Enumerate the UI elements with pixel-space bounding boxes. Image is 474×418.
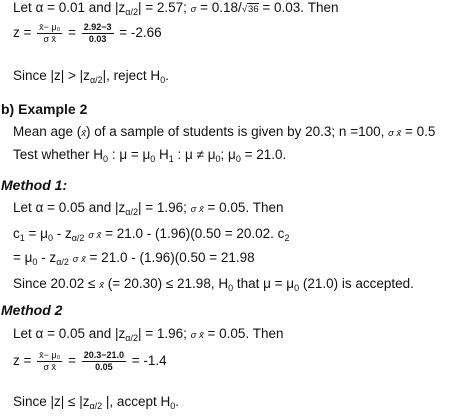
text: = 0.05. Then	[203, 200, 284, 215]
fraction-denominator: 0.05	[95, 362, 113, 372]
line-test-whether	[13, 147, 286, 164]
line-accept	[13, 394, 179, 411]
subscript: 1	[19, 233, 25, 243]
text: Test whether H	[13, 147, 104, 162]
text: .	[175, 394, 179, 409]
text: |, accept H	[102, 394, 171, 409]
text: = 0.03. Then	[258, 0, 339, 15]
heading-method-1: Method 1:	[1, 177, 68, 193]
text: = -1.4	[128, 353, 167, 369]
text: H	[155, 147, 169, 162]
sigma-symbol: σ x̄	[190, 330, 204, 341]
fraction-denominator: σ x̄	[43, 362, 57, 372]
sigma-symbol: σ x̄	[72, 254, 86, 265]
line-accepted	[13, 276, 414, 293]
text: c	[13, 226, 20, 241]
fraction-numerator: 20.3−21.0	[83, 350, 125, 360]
text: Since |z| > |z	[13, 68, 90, 83]
text: = 0.18/	[196, 0, 242, 15]
text: = 21.0 - (1.96)(0.50 = 20.02. c	[101, 226, 285, 241]
text: (= 20.30) ≤ 21.98, H	[103, 276, 229, 291]
text: = 0.5	[401, 124, 436, 139]
text: ) of a sample of students is given by 20.3; n =100,	[86, 124, 389, 139]
line-alpha-005-m1	[13, 200, 283, 217]
value-fraction	[82, 22, 114, 45]
text: - z	[52, 226, 72, 241]
text: z =	[13, 353, 36, 369]
z-fraction	[37, 350, 62, 373]
text: z =	[13, 25, 36, 41]
text: | = 1.96;	[137, 200, 191, 215]
text: |, reject H	[102, 68, 161, 83]
text: | = 1.96;	[137, 326, 191, 341]
z-fraction	[37, 22, 62, 45]
heading-method-2: Method 2	[1, 302, 63, 318]
subscript: 0	[235, 154, 241, 164]
subscript: 0	[150, 154, 156, 164]
heading-example-2: b) Example 2	[1, 101, 88, 117]
subscript: α/2	[125, 333, 138, 343]
text: =	[64, 25, 80, 41]
line-c1	[13, 226, 289, 243]
fraction-denominator: σ x̄	[43, 34, 57, 44]
subscript: 1	[168, 154, 174, 164]
line-c2	[13, 250, 255, 267]
subscript: 0	[228, 283, 234, 293]
sigma-symbol: σ x̄	[388, 128, 402, 139]
sigma-symbol: σ	[190, 4, 197, 15]
subscript: 0	[170, 401, 176, 411]
sqrt-sign: √	[241, 4, 248, 15]
radicand: 36	[248, 4, 259, 15]
subscript: α/2	[89, 75, 103, 85]
text: = 21.0.	[240, 147, 287, 162]
subscript: 0	[103, 154, 109, 164]
text: | = 2.57;	[137, 0, 191, 15]
text: Since 20.02 ≤	[13, 276, 100, 291]
subscript: α/2	[125, 7, 138, 17]
text: Let α = 0.05 and |z	[13, 200, 126, 215]
value-fraction	[82, 350, 126, 373]
line-mean-age	[13, 124, 435, 139]
sigma-symbol: σ x̄	[88, 230, 102, 241]
text: ; μ	[220, 147, 236, 162]
xbar-symbol: x̄	[81, 128, 87, 139]
subscript: 0	[294, 283, 300, 293]
sqrt-expression	[242, 3, 259, 15]
subscript: 0	[160, 75, 166, 85]
line-alpha-001	[13, 0, 339, 17]
text: = 0.05. Then	[203, 326, 284, 341]
subscript: 2	[284, 233, 290, 243]
sigma-symbol: σ x̄	[190, 204, 204, 215]
subscript: α/2	[89, 401, 103, 411]
text: (21.0) is accepted.	[299, 276, 414, 291]
subscript: α/2	[71, 233, 85, 243]
xbar-symbol: x̄	[99, 280, 104, 291]
text: - z	[37, 250, 57, 265]
text: that μ = μ	[233, 276, 295, 291]
line-z-formula-1	[13, 22, 162, 45]
text: Since |z| ≤ |z	[13, 394, 90, 409]
fraction-denominator: 0.03	[88, 34, 107, 44]
text: .	[165, 68, 169, 83]
text: Let α = 0.05 and |z	[13, 326, 126, 341]
subscript: 0	[47, 233, 53, 243]
line-alpha-005-m2	[13, 326, 283, 343]
fraction-numerator: x̄− μ₀	[39, 350, 61, 360]
text: =	[64, 353, 80, 369]
fraction-numerator: 2.92−3	[83, 22, 112, 32]
subscript: α/2	[56, 257, 69, 267]
line-z-formula-2	[13, 350, 167, 373]
text: : μ ≠ μ	[173, 147, 216, 162]
text: : μ = μ	[108, 147, 151, 162]
subscript: 0	[32, 257, 38, 267]
text: = μ	[24, 226, 48, 241]
fraction-numerator: x̄− μ₀	[39, 22, 61, 32]
text: = 21.0 - (1.96)(0.50 = 21.98	[85, 250, 255, 265]
subscript: 0	[215, 154, 221, 164]
text: = μ	[13, 250, 33, 265]
text: Mean age (	[13, 124, 82, 139]
text: Let α = 0.01 and |z	[13, 0, 126, 15]
line-reject	[13, 68, 169, 85]
subscript: α/2	[125, 207, 138, 217]
text: = -2.66	[115, 25, 162, 41]
